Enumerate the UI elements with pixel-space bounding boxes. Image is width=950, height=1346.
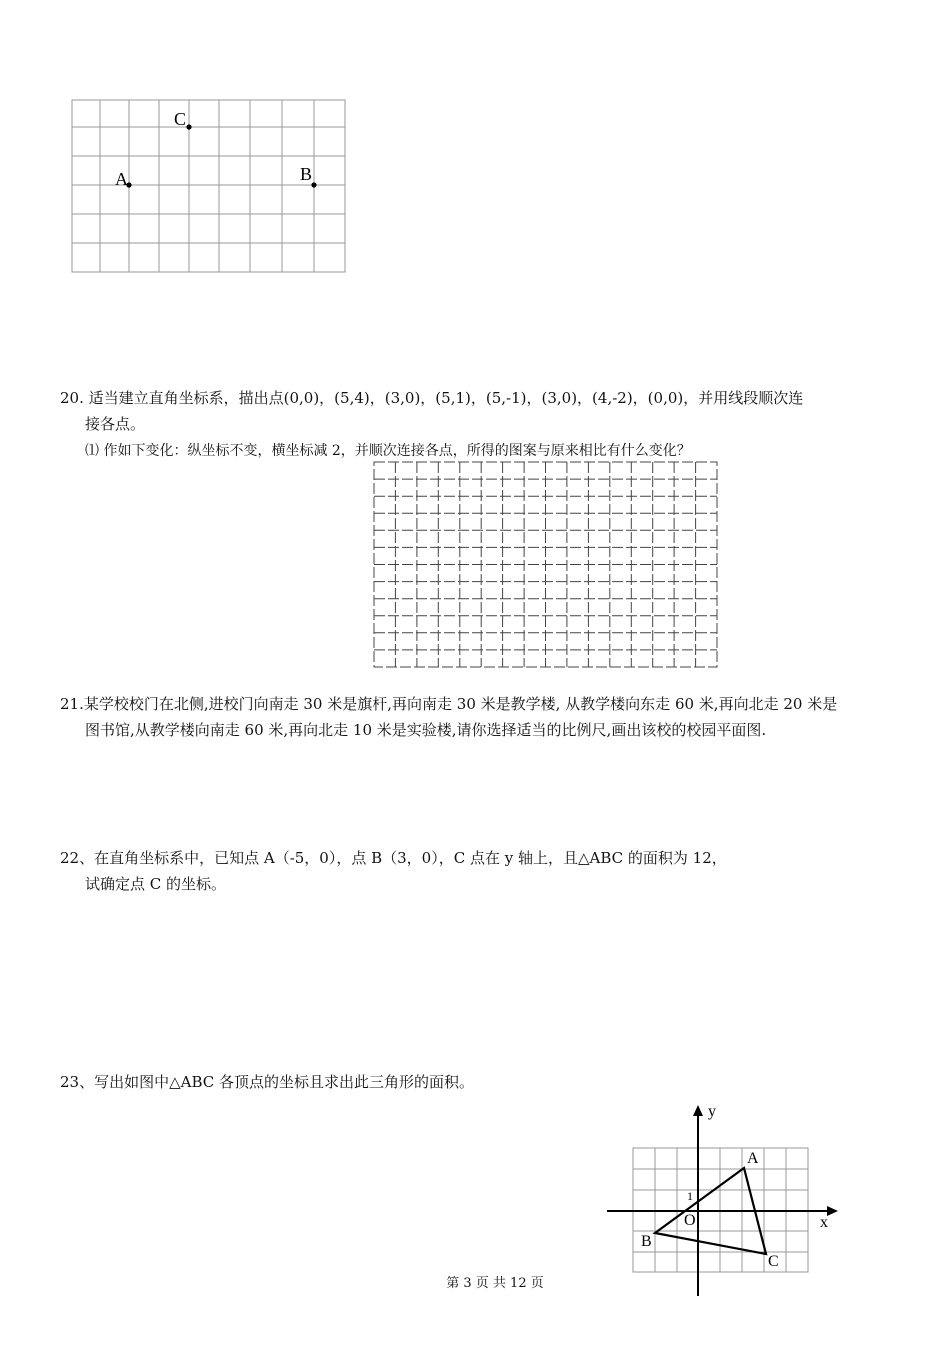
point-grid-figure xyxy=(60,90,360,280)
y-axis-arrow xyxy=(693,1105,703,1116)
question-23-line1: 23、写出如图中△ABC 各顶点的坐标且求出此三角形的面积。 xyxy=(60,1073,475,1091)
x-axis-arrow xyxy=(827,1206,838,1216)
question-20-subquestion: ⑴ 作如下变化：纵坐标不变，横坐标减 2，并顺次连接各点，所得的图案与原来相比有什么变化？ xyxy=(85,443,691,459)
unit-label: 1 xyxy=(687,1189,693,1203)
point-c-dot xyxy=(186,124,191,129)
question-22-line2: 试确定点 C 的坐标。 xyxy=(85,875,227,893)
y-axis-label: y xyxy=(708,1103,716,1120)
question-20-line2: 接各点。 xyxy=(85,415,146,433)
point-a-label: A xyxy=(115,169,128,189)
grid-lines xyxy=(72,100,345,272)
question-21-line2: 图书馆,从教学楼向南走 60 米,再向北走 10 米是实验楼,请你选择适当的比例尺,画出该校的校园平面图. xyxy=(85,721,767,739)
origin-label: O xyxy=(684,1212,696,1229)
vertex-c-label: C xyxy=(768,1253,779,1270)
question-22-line1: 22、在直角坐标系中，已知点 A（-5，0），点 B（3，0），C 点在 y 轴上，且△ABC 的面积为 12， xyxy=(60,849,727,867)
vertex-a-label: A xyxy=(747,1150,759,1167)
point-c-label: C xyxy=(174,109,187,129)
dashed-coordinate-grid xyxy=(370,460,722,670)
question-21-line1: 21.某学校校门在北侧,进校门向南走 30 米是旗杆,再向南走 30 米是教学楼, 从教学楼向东走 60 米,再向北走 20 米是 xyxy=(60,695,838,713)
page-footer: 第 3 页 共 12 页 xyxy=(446,1276,544,1291)
point-b-dot xyxy=(311,182,316,187)
vertex-b-label: B xyxy=(641,1233,652,1250)
x-axis-label: x xyxy=(820,1214,828,1231)
triangle-coordinate-figure xyxy=(600,1100,840,1300)
point-b-label: B xyxy=(300,164,313,184)
question-20-line1: 20. 适当建立直角坐标系，描出点(0,0)，(5,4)，(3,0)，(5,1)，(5,-1)，(3,0)，(4,-2)，(0,0)，并用线段顺次连 xyxy=(60,389,804,407)
